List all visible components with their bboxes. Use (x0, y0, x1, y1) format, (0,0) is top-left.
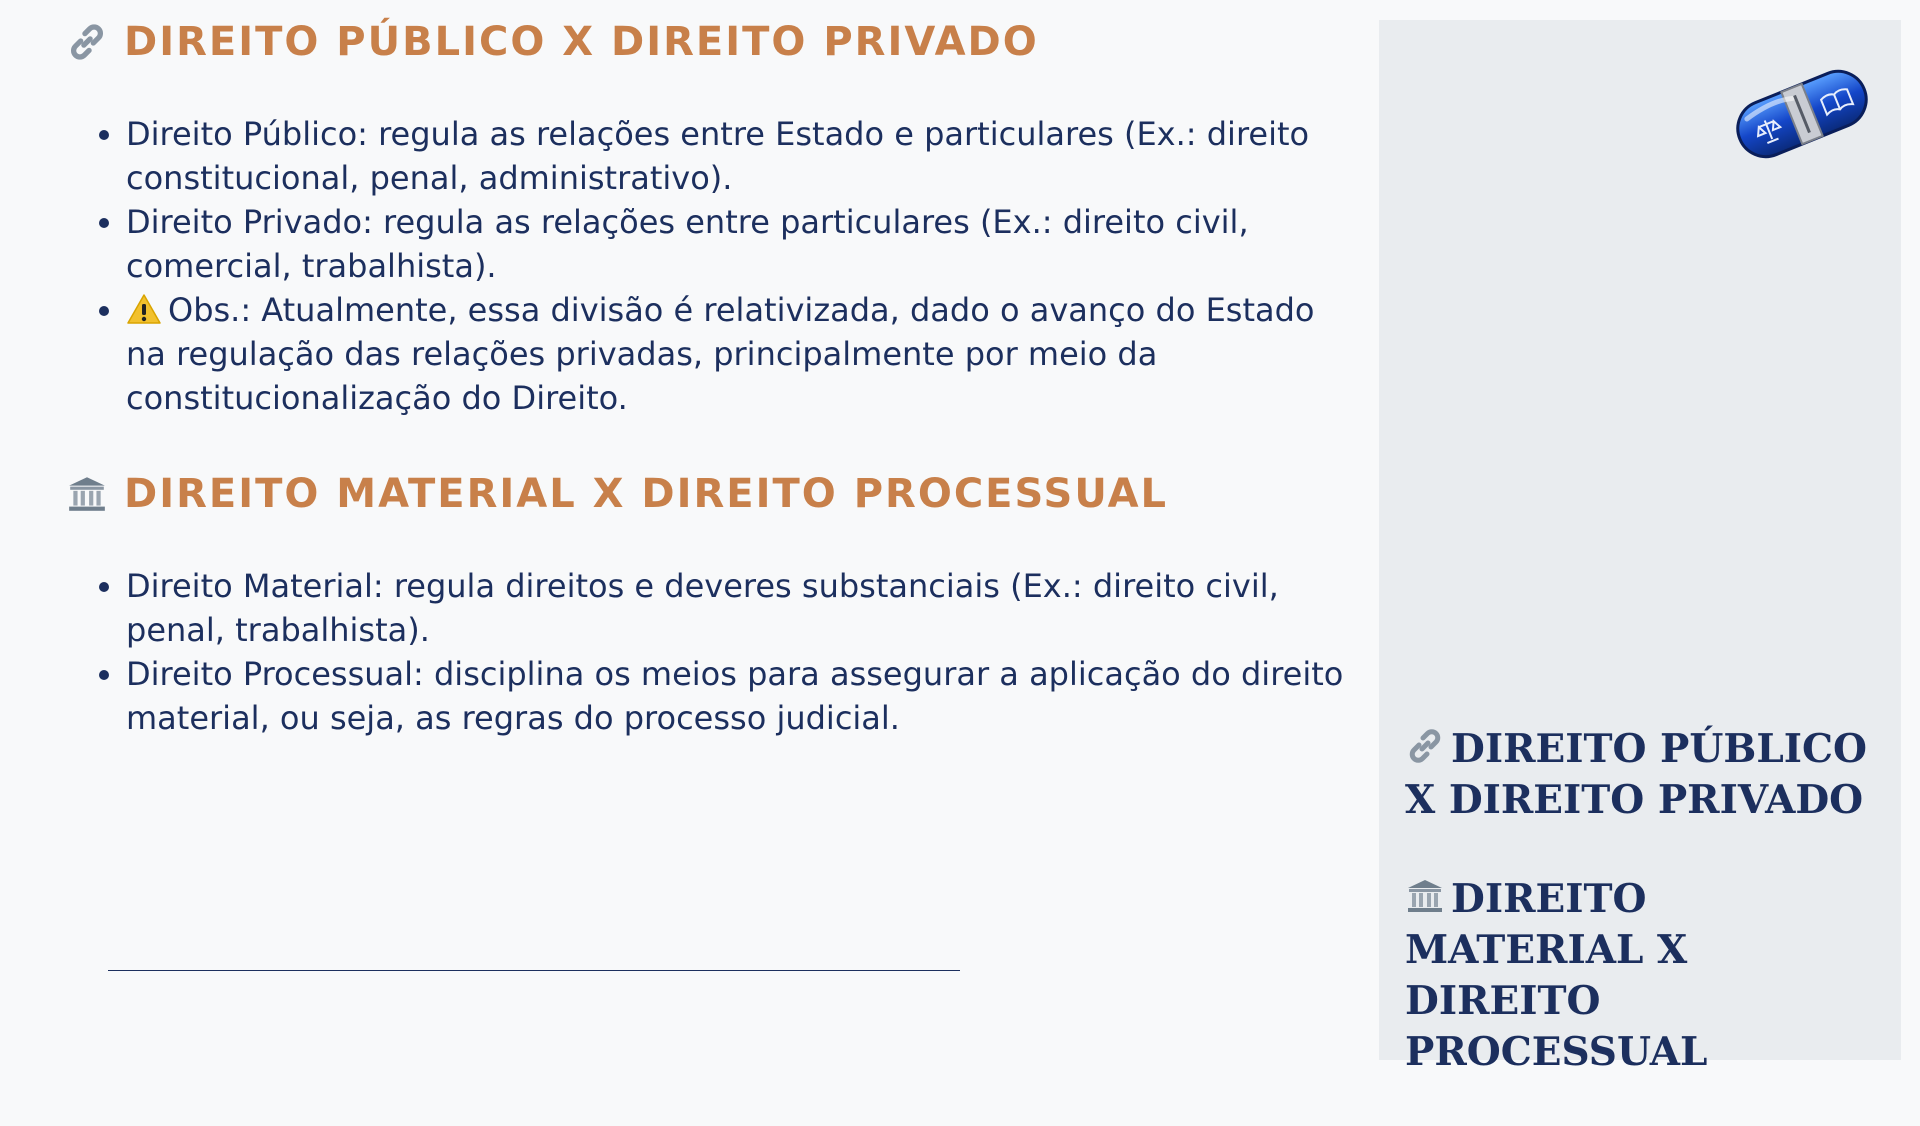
list-item: • Direito Processual: disciplina os meios para assegurar a aplicação do direito material, ou seja, as regras do processo judicial. (126, 652, 1346, 740)
link-icon (66, 21, 108, 63)
bullet-list-publico-privado (66, 112, 1346, 420)
link-icon (1405, 726, 1451, 772)
list-item: • Direito Material: regula direitos e deveres substanciais (Ex.: direito civil, penal, trabalhista). (126, 564, 1346, 652)
classical-building-icon (66, 473, 108, 515)
list-item: • Direito Privado: regula as relações entre particulares (Ex.: direito civil, comercial, trabalhista). (126, 200, 1346, 288)
section-title-text: DIREITO PÚBLICO X DIREITO PRIVADO (124, 19, 1039, 65)
warning-icon (126, 291, 168, 329)
section-title-text: DIREITO MATERIAL X DIREITO PROCESSUAL (124, 471, 1169, 517)
classical-building-icon (1405, 876, 1451, 922)
sidebar-topics (1405, 724, 1895, 1126)
list-item: • Obs.: Atualmente, essa divisão é relativizada, dado o avanço do Estado na regulação das relações privadas, principalmente por meio da constitucionalização do Direito. (126, 288, 1346, 420)
divider-line (108, 970, 960, 971)
sidebar-topic: DIREITO PÚBLICO X DIREITO PRIVADO (1405, 726, 1867, 823)
bullet-list-material-processual (66, 564, 1346, 740)
list-item: • Direito Público: regula as relações entre Estado e particulares (Ex.: direito constitucional, penal, administrativo). (126, 112, 1346, 200)
section-title-publico-privado (66, 14, 1346, 70)
section-title-material-processual (66, 466, 1346, 522)
law-pill-icon (1729, 54, 1875, 174)
sidebar-topic: DIREITO MATERIAL X DIREITO PROCESSUAL (1405, 876, 1708, 1075)
main-content (66, 14, 1346, 740)
sidebar-panel (1379, 20, 1901, 1075)
